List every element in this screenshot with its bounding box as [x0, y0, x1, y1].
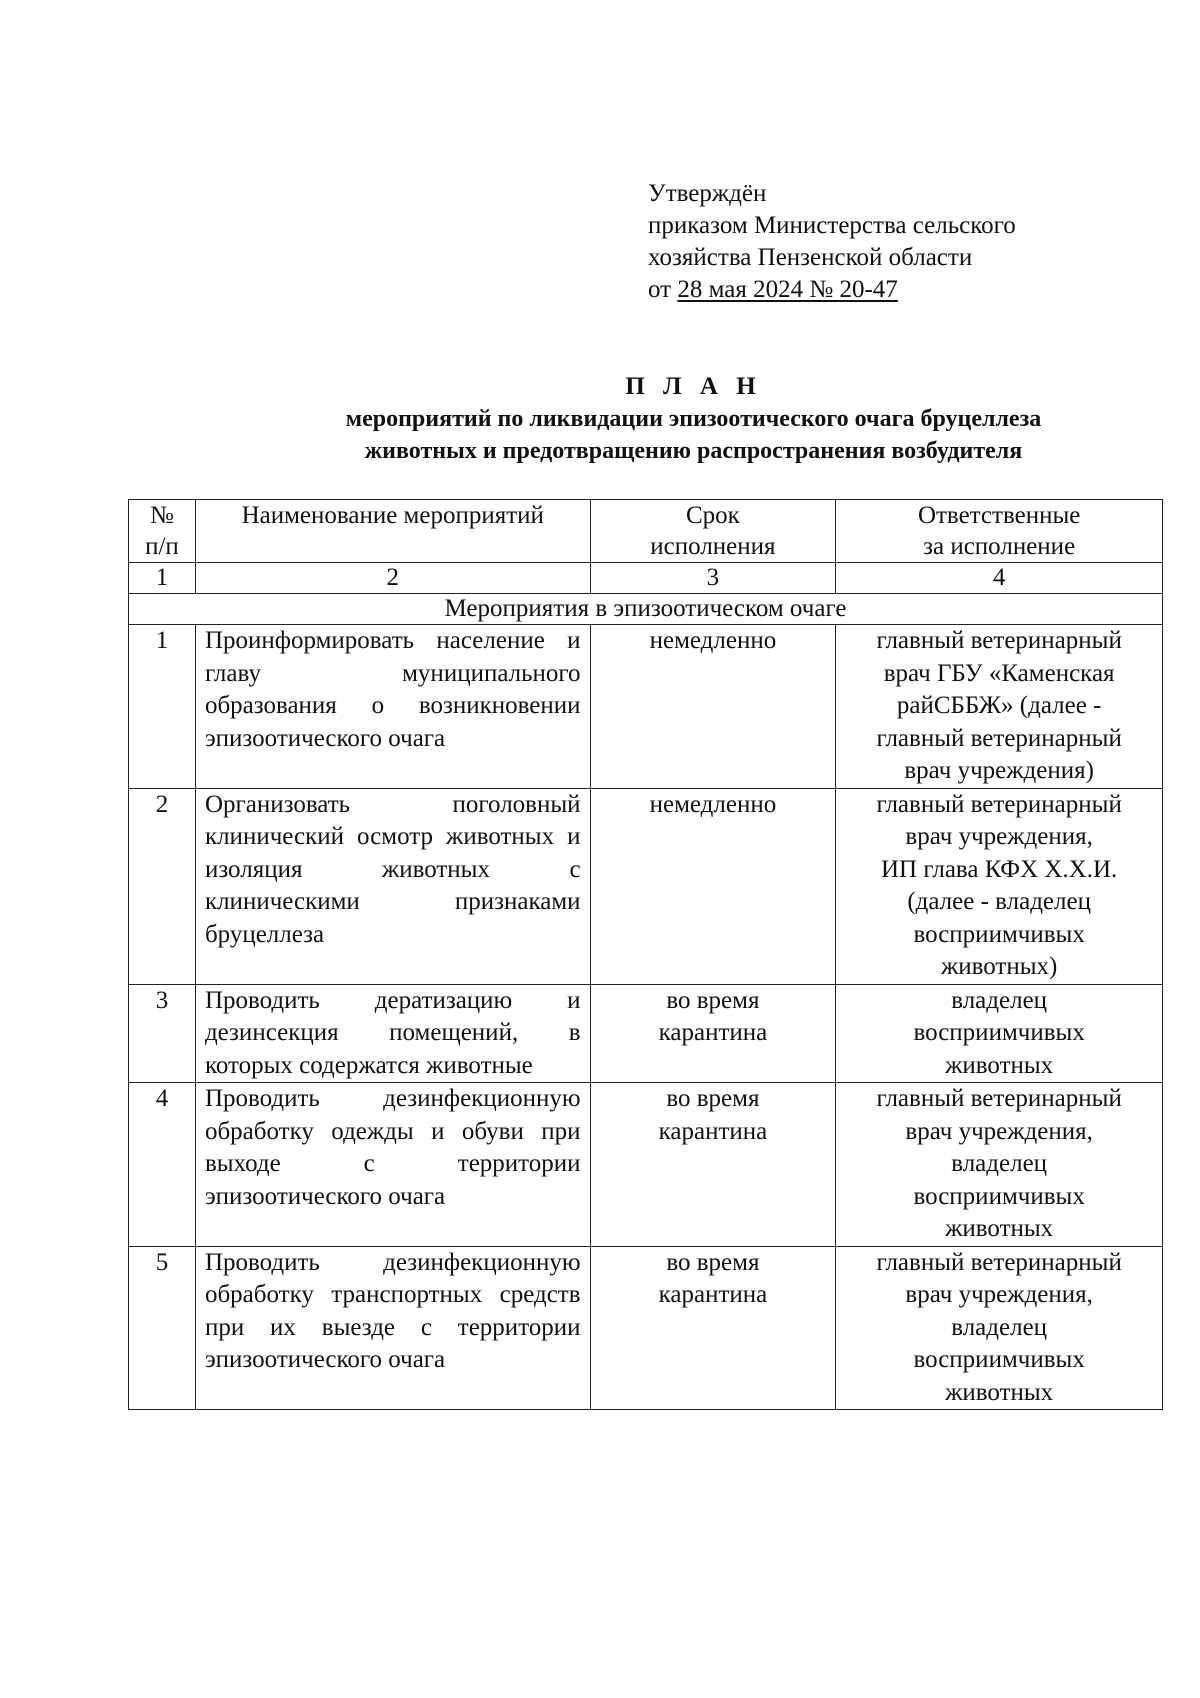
row-num: 1 [129, 625, 196, 789]
row-term: немедленно [590, 625, 836, 789]
measures-table [128, 499, 1163, 1410]
row-responsible: главный ветеринарный врач ГБУ «Каменская райСББЖ» (далее - главный ветеринарный врач учреждения) [836, 625, 1163, 789]
row-name: Проводить дезинфекционную обработку одежды и обуви при выходе с территории эпизоотического очага [195, 1083, 590, 1247]
row-responsible: главный ветеринарный врач учреждения, ИП глава КФХ Х.Х.И. (далее - владелец восприимчивых животных) [836, 788, 1163, 984]
table-row [129, 625, 1163, 789]
row-responsible: главный ветеринарный врач учреждения, владелец восприимчивых животных [836, 1246, 1163, 1410]
row-name: Организовать поголовный клинический осмотр животных и изоляция животных с клиническими признаками бруцеллеза [195, 788, 590, 984]
col-index-2: 2 [195, 563, 590, 594]
header-term: Срок исполнения [590, 500, 836, 563]
row-num: 3 [129, 984, 196, 1083]
document-title [0, 371, 1200, 467]
row-num: 4 [129, 1083, 196, 1247]
section-row [129, 594, 1163, 625]
header-responsible: Ответственные за исполнение [836, 500, 1163, 563]
row-name: Проводить дезинфекционную обработку транспортных средств при их выезде с территории эпизоотического очага [195, 1246, 590, 1410]
title-line-2: животных и предотвращению распространения возбудителя [364, 438, 1023, 464]
col-index-1: 1 [129, 563, 196, 594]
table-row [129, 1246, 1163, 1410]
row-term: во время карантина [590, 984, 836, 1083]
row-num: 5 [129, 1246, 196, 1410]
approval-block [648, 178, 1016, 306]
approval-line-3: хозяйства Пензенской области [648, 244, 973, 271]
row-term: во время карантина [590, 1246, 836, 1410]
approval-date-line [648, 274, 1016, 306]
row-term: немедленно [590, 788, 836, 984]
approval-line-1: Утверждён [648, 180, 767, 207]
approval-line-2: приказом Министерства сельского [648, 212, 1016, 239]
date-prefix: от [648, 276, 678, 303]
row-name: Проводить дератизацию и дезинсекция помещений, в которых содержатся животные [195, 984, 590, 1083]
row-name: Проинформировать население и главу муниципального образования о возникновении эпизоотического очага [195, 625, 590, 789]
header-num: № п/п [129, 500, 196, 563]
col-index-4: 4 [836, 563, 1163, 594]
row-term: во время карантина [590, 1083, 836, 1247]
table-header-row [129, 500, 1163, 563]
plan-heading: П Л А Н [625, 373, 762, 400]
section-title: Мероприятия в эпизоотическом очаге [129, 594, 1163, 625]
row-num: 2 [129, 788, 196, 984]
approval-date: 28 мая 2024 [677, 276, 810, 303]
col-index-3: 3 [590, 563, 836, 594]
header-name: Наименование мероприятий [195, 500, 590, 563]
title-line-1: мероприятий по ликвидации эпизоотического очага бруцеллеза [345, 406, 1042, 432]
table-row [129, 1083, 1163, 1247]
table-row [129, 788, 1163, 984]
row-responsible: владелец восприимчивых животных [836, 984, 1163, 1083]
row-responsible: главный ветеринарный врач учреждения, владелец восприимчивых животных [836, 1083, 1163, 1247]
column-index-row [129, 563, 1163, 594]
approval-number: № 20-47 [809, 276, 898, 303]
table-row [129, 984, 1163, 1083]
